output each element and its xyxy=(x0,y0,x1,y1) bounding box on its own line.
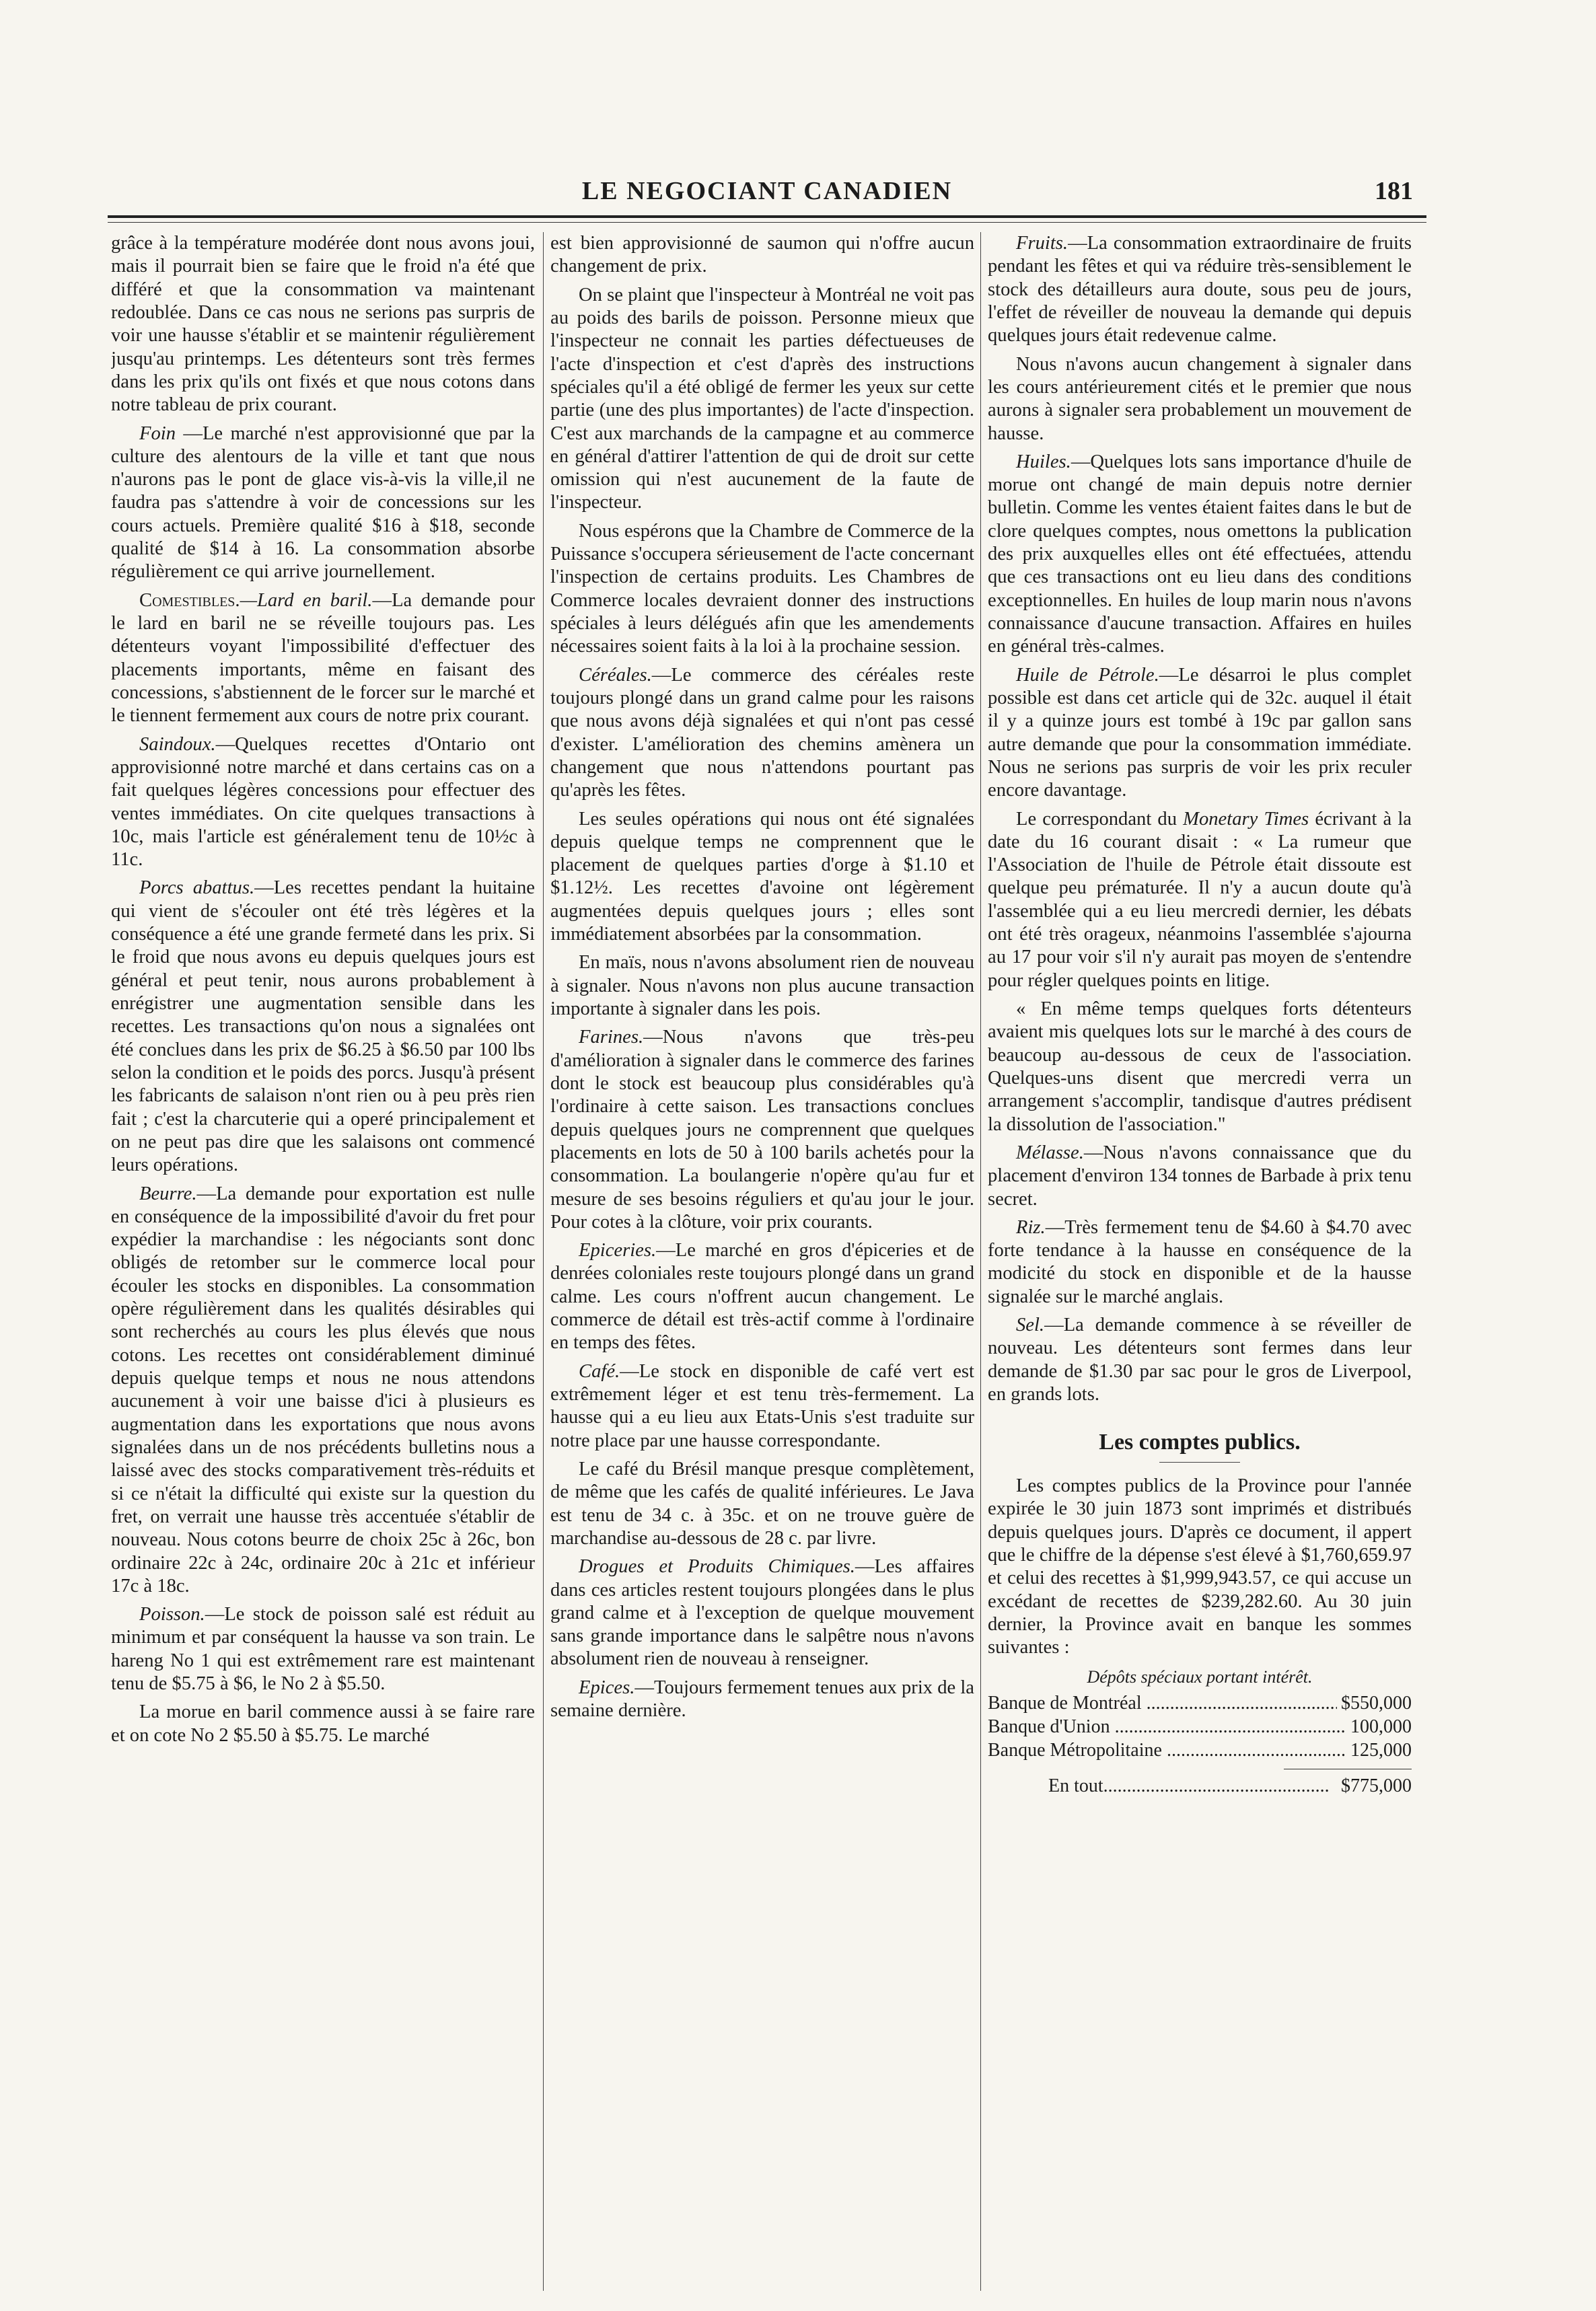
paragraph: « En même temps quelques forts détenteurs avaient mis quelques lots sur le marché à des cours de beaucoup au-dessous de ceux de l'association. Quelques-uns disent que mercredi verra un arrangement s'accomplir, tandisque d'autres prédisent la dissolution de l'association." xyxy=(988,998,1412,1135)
section-lead: Beurre. xyxy=(139,1183,197,1204)
section-lead: Porcs abattus. xyxy=(139,877,255,899)
paragraph-huiles xyxy=(988,451,1412,659)
paragraph: Nous n'avons aucun changement à signaler dans les cours antérieurement cités et le premier que nous aurons à signaler sera probablement un mouvement de hausse. xyxy=(988,353,1412,444)
section-lead: Epices. xyxy=(579,1677,635,1698)
column-divider xyxy=(543,232,544,2291)
section-lead: —Lard en baril. xyxy=(240,589,373,611)
paragraph-foin xyxy=(111,423,535,584)
column-2 xyxy=(550,232,974,2291)
paragraph-monetary-times xyxy=(988,808,1412,993)
paragraph-beurre xyxy=(111,1183,535,1599)
paragraph-text: —Le stock en disponible de café vert est extrêmement léger et est tenu très-fermement. La hausse qui a eu lieu aux Etats-Unis s'est traduite sur notre place par une hausse correspondante. xyxy=(550,1360,974,1451)
deposit-row xyxy=(988,1738,1412,1762)
section-rule xyxy=(1159,1462,1240,1463)
deposit-row xyxy=(988,1715,1412,1738)
bank-name: Banque de Montréal ..... xyxy=(988,1691,1337,1715)
paragraph: grâce à la température modérée dont nous avons joui, mais il pourrait bien se faire que le froid n'a été que différé et que la consommation va maintenant redoublée. Dans ce cas nous ne serions pas surpris de voir une hausse s'établir et se maintenir régulièrement jusqu'au printemps. Les détenteurs sont très fermes dans les prix qu'ils ont fixés et que nous cotons dans notre tableau de prix courant. xyxy=(111,233,535,416)
paragraph: En maïs, nous n'avons absolument rien de nouveau à signaler. Nous n'avons non plus aucune transaction importante à signaler dans les pois. xyxy=(550,952,974,1019)
paragraph-text: —Quelques lots sans importance d'huile de morue ont changé de main depuis notre dernier bulletin. Comme les ventes étaient faites dans le but de clore quelques comptes, nous omettons la publication des prix auxquelles elles ont été effectuées, attendu que ces transactions ont eu lieu dans des conditions exceptionnelles. En huiles de loup marin nous n'avons connaissance d'aucune transaction. Affaires en huiles en général très-calmes. xyxy=(988,451,1412,657)
paragraph-petrole xyxy=(988,664,1412,803)
paragraph-porcs xyxy=(111,877,535,1177)
paragraph-text: —La consommation extraordinaire de fruits pendant les fêtes et qui va réduire très-sensiblement le stock des détailleurs aura doute, sous peu de jours, l'effet de réveiller de nouveau la demande qui depuis quelques jours était redevenue calme. xyxy=(988,233,1412,346)
section-lead: Sel. xyxy=(1016,1315,1045,1336)
paragraph: Le café du Brésil manque presque complètement, de même que les cafés de qualité inférieures. Le Java est tenu de 34 c. à 35c. et on ne trouve guère de marchandise au-dessous de 28 c. par livre. xyxy=(550,1458,974,1549)
section-lead: Foin xyxy=(139,423,176,444)
paragraph-text: —Quelques recettes d'Ontario ont approvisionné notre marché et dans certains cas on a fait quelques légères concessions pour effectuer des ventes immédiates. On cite quelques transactions à 10c, mais l'article est généralement tenu de 10½c à 11c. xyxy=(111,733,535,871)
header-rule-thin xyxy=(108,222,1426,223)
paragraph-epices xyxy=(550,1677,974,1723)
section-lead: Riz. xyxy=(1016,1216,1046,1238)
deposit-row xyxy=(988,1691,1412,1715)
paragraph-text: —La demande commence à se réveiller de nouveau. Les détenteurs sont fermes dans leur demande de $1.30 par sac pour le gros de Liverpool, en grands lots. xyxy=(988,1315,1412,1405)
deposit-amount: 100,000 xyxy=(1350,1716,1412,1737)
bank-name: Banque d'Union ..... xyxy=(988,1715,1346,1738)
paragraph: On se plaint que l'inspecteur à Montréal ne voit pas au poids des barils de poisson. Personne mieux que l'inspecteur ne connait les parties défectueuses de l'acte d'inspection et c'est d'après des instructions spéciales qu'il a été obligé de fermer les yeux sur cette partie (une des plus importantes) de l'acte d'inspection. C'est aux marchands de la campagne et au commerce en général d'attirer l'attention de qui de droit sur cette omission qui n'est aucunement de la faute de l'inspecteur. xyxy=(550,284,974,513)
paragraph-melasse xyxy=(988,1142,1412,1211)
section-lead: Saindoux. xyxy=(139,733,216,755)
total-row xyxy=(988,1775,1412,1798)
paragraph-sel xyxy=(988,1314,1412,1406)
paragraph-text: —Les affaires dans ces articles restent toujours plongées dans le plus grand calme et à l'exception de quelque mouvement sans grande importance dans le salpêtre nous n'avons absolument rien de nouveau à renseigner. xyxy=(550,1556,974,1670)
section-lead: Drogues et Produits Chimiques. xyxy=(579,1556,855,1578)
paragraph-text: —La demande pour exportation est nulle en conséquence de la impossibilité d'avoir du fret pour expédier la marchandise : les négociants sont donc obligés de retomber sur le commerce local pour écouler les stocks en disponibles. La consommation opère régulièrement dans les qualités désirables qui sont recherchés au cours les plus élevés que nous cotons. Les recettes ont considérablement diminué depuis quelque temps et nous ne nous attendons aucunement à voir une baisse d'ici à plusieurs es augmentation dans les exportations que nous avons signalées dans un de nos précédents bulletins nous a laissé avec des stocks comparativement très-réduits et si ce n'était la difficulté qui existe sur la question du fret, on verrait une hausse très accentuée s'établir de nouveau. Nous cotons beurre de choix 25c à 26c, bon ordinaire 22c à 24c, ordinaire 20c à 21c et inférieur 17c à 18c. xyxy=(111,1183,535,1597)
section-lead: Huile de Pétrole. xyxy=(1016,664,1159,686)
paragraph-text: —La demande pour le lard en baril ne se réveille toujours pas. Les détenteurs voyant l'impossibilité d'effectuer des placements importants, même en faisant des concessions, s'abstiennent de le forcer sur le marché et le tiennent fermement aux cours de notre prix courant. xyxy=(111,589,535,727)
section-lead: Huiles. xyxy=(1016,451,1071,472)
paragraph-saindoux xyxy=(111,733,535,872)
section-lead: Comestibles. xyxy=(139,589,240,611)
deposit-amount: 125,000 xyxy=(1350,1739,1412,1761)
paragraph-lard xyxy=(111,589,535,728)
section-lead: Céréales. xyxy=(579,664,652,686)
section-lead: Poisson. xyxy=(139,1604,205,1625)
paragraph-riz xyxy=(988,1216,1412,1309)
paragraph: Les comptes publics de la Province pour l'année expirée le 30 juin 1873 sont imprimés et distribués depuis quelques jours. D'après ce document, il appert que le chiffre de la dépense s'est élevé à $1,760,659.97 et celui des recettes à $1,999,943.57, ce qui accuse un excédant de recettes de $239,282.60. Au 30 juin dernier, la Province avait en banque les sommes suivantes : xyxy=(988,1475,1412,1658)
paragraph-text: —Nous n'avons connaissance que du placement d'environ 134 tonnes de Barbade à prix tenu secret. xyxy=(988,1142,1412,1210)
bank-name: Banque Métropolitaine ..... xyxy=(988,1738,1346,1762)
paragraph-text: —Le marché en gros d'épiceries et de denrées coloniales reste toujours plongé dans un grand calme. Les cours n'offrent aucun changement. Le commerce de détail est très-actif comme à l'ordinaire en temps des fêtes. xyxy=(550,1240,974,1354)
paragraph-text: —Le commerce des céréales reste toujours plongé dans un grand calme pour les raisons que nous avons déjà signalées et qui n'ont pas cessé d'exister. L'amélioration des chemins amènera un changement que nous n'attendons pourtant pas qu'après les fêtes. xyxy=(550,664,974,801)
header-rule-thick xyxy=(108,215,1426,218)
total-label: En tout ..... xyxy=(1048,1775,1341,1798)
page-header xyxy=(108,176,1426,210)
paragraph-farines xyxy=(550,1026,974,1234)
total-amount: $775,000 xyxy=(1341,1775,1412,1796)
paragraph-fruits xyxy=(988,232,1412,348)
section-heading: Les comptes publics. xyxy=(1099,1430,1301,1455)
paragraph-text: —Très fermement tenu de $4.60 à $4.70 avec forte tendance à la hausse en conséquence de la modicité du stock en disponible et de la hausse signalée sur le marché anglais. xyxy=(988,1216,1412,1307)
column-3 xyxy=(988,232,1412,2291)
paragraph-cafe xyxy=(550,1360,974,1453)
section-lead: Epiceries. xyxy=(579,1240,657,1261)
paragraph-text: —Toujours fermement tenues aux prix de la semaine dernière. xyxy=(550,1677,974,1722)
paragraph-drogues xyxy=(550,1555,974,1671)
publication-name: Monetary Times xyxy=(1183,808,1309,830)
section-lead: Mélasse. xyxy=(1016,1142,1084,1163)
deposit-amount: $550,000 xyxy=(1341,1692,1412,1714)
paragraph: Les seules opérations qui nous ont été signalées depuis quelque temps ne comprennent que le placement de quelques parties d'orge à $1.10 et $1.12½. Les recettes d'avoine ont légèrement augmentées depuis quelques jours ; elles sont immédiatement absorbées par la consommation. xyxy=(550,808,974,945)
paragraph-text: Le correspondant du xyxy=(1016,808,1184,830)
section-lead: Fruits. xyxy=(1016,233,1068,254)
deposits-table xyxy=(988,1691,1412,1762)
paragraph: Nous espérons que la Chambre de Commerce de la Puissance s'occupera sérieusement de l'acte concernant l'inspection de certains produits. Les Chambres de Commerce locales devraient donner des instructions spéciales à leurs délégués afin que les amendements nécessaires soient faits à la loi à la prochaine session. xyxy=(550,520,974,657)
page-number: 181 xyxy=(1375,177,1413,205)
paragraph-text: —Nous n'avons que très-peu d'amélioration à signaler dans le commerce des farines dont le stock est beaucoup plus considérables qu'à l'ordinaire à cette saison. Les transactions conclues depuis quelques jours ne comprennent que quelques placements en lots de 50 à 100 barils achetés pour la consommation. La boulangerie n'opère qu'au fur et mesure de ses besoins réguliers et qu'au jour le jour. Pour cotes à la clôture, voir prix courants. xyxy=(550,1027,974,1233)
paragraph-text: —Le désarroi le plus complet possible est dans cet article qui de 32c. auquel il était il y a quinze jours est tombé à 19c par gallon sans autre demande que pour la consommation immédiate. Nous ne serions pas surpris de voir les prix reculer encore davantage. xyxy=(988,664,1412,801)
deposits-heading: Dépôts spéciaux portant intérêt. xyxy=(1087,1666,1313,1687)
paragraph-poisson xyxy=(111,1603,535,1695)
paragraph: est bien approvisionné de saumon qui n'offre aucun changement de prix. xyxy=(550,233,974,277)
column-1 xyxy=(111,232,535,2291)
paragraph-text: —Le stock de poisson salé est réduit au minimum et par conséquent la hausse va son train. Le hareng No 1 qui est extrêmement rare est maintenant tenu de $5.75 à $6, le No 2 à $5.50. xyxy=(111,1604,535,1695)
section-lead: Farines. xyxy=(579,1027,644,1048)
paragraph: La morue en baril commence aussi à se faire rare et on cote No 2 $5.50 à $5.75. Le marché xyxy=(111,1701,535,1746)
section-lead: Café. xyxy=(579,1360,620,1382)
paragraph-text: —Les recettes pendant la huitaine qui vient de s'écouler ont été très légères et la conséquence a été une grande fermeté dans les prix. Si le froid que nous avons eu depuis quelques jours est général et peut tenir, nous aurons probablement à enrégistrer une augmentation sensible dans les recettes. Les transactions qu'on nous a signalées ont été conclues dans les prix de $6.25 à $6.50 par 100 lbs selon la condition et le poids des porcs. Jusqu'à présent les fabricants de salaison n'ont rien ou à peu près rien fait ; c'est la charcuterie qui a operé principalement et on ne peut pas dire que les salaisons ont commencé leurs opérations. xyxy=(111,877,535,1176)
paragraph-cereales xyxy=(550,664,974,803)
masthead-title: LE NEGOCIANT CANADIEN xyxy=(581,177,953,205)
paragraph-text: —Le marché n'est approvisionné que par la culture des alentours de la ville et tant que nous n'aurons pas le pont de glace vis-à-vis la ville,il ne faudra pas s'attendre à voir de concessions sur les cours actuels. Première qualité $16 à $18, seconde qualité de $14 à 16. La consommation absorbe régulièrement ce qui arrive journellement. xyxy=(111,423,535,583)
paragraph-epiceries xyxy=(550,1239,974,1355)
paragraph-text: écrivant à la date du 16 courant disait : « La rumeur que l'Association de l'huile de Pétrole était dissoute est quelque peu prématurée. Il n'y a aucun doute qu'à l'assemblée qui a eu lieu mercredi dernier, les débats ont été très orageux, néanmoins l'assemblée s'ajourna au 17 pour voir s'il n'y aurait pas moyen de s'entendre pour régler quelques points en litige. xyxy=(988,808,1412,991)
column-divider xyxy=(980,232,981,2291)
